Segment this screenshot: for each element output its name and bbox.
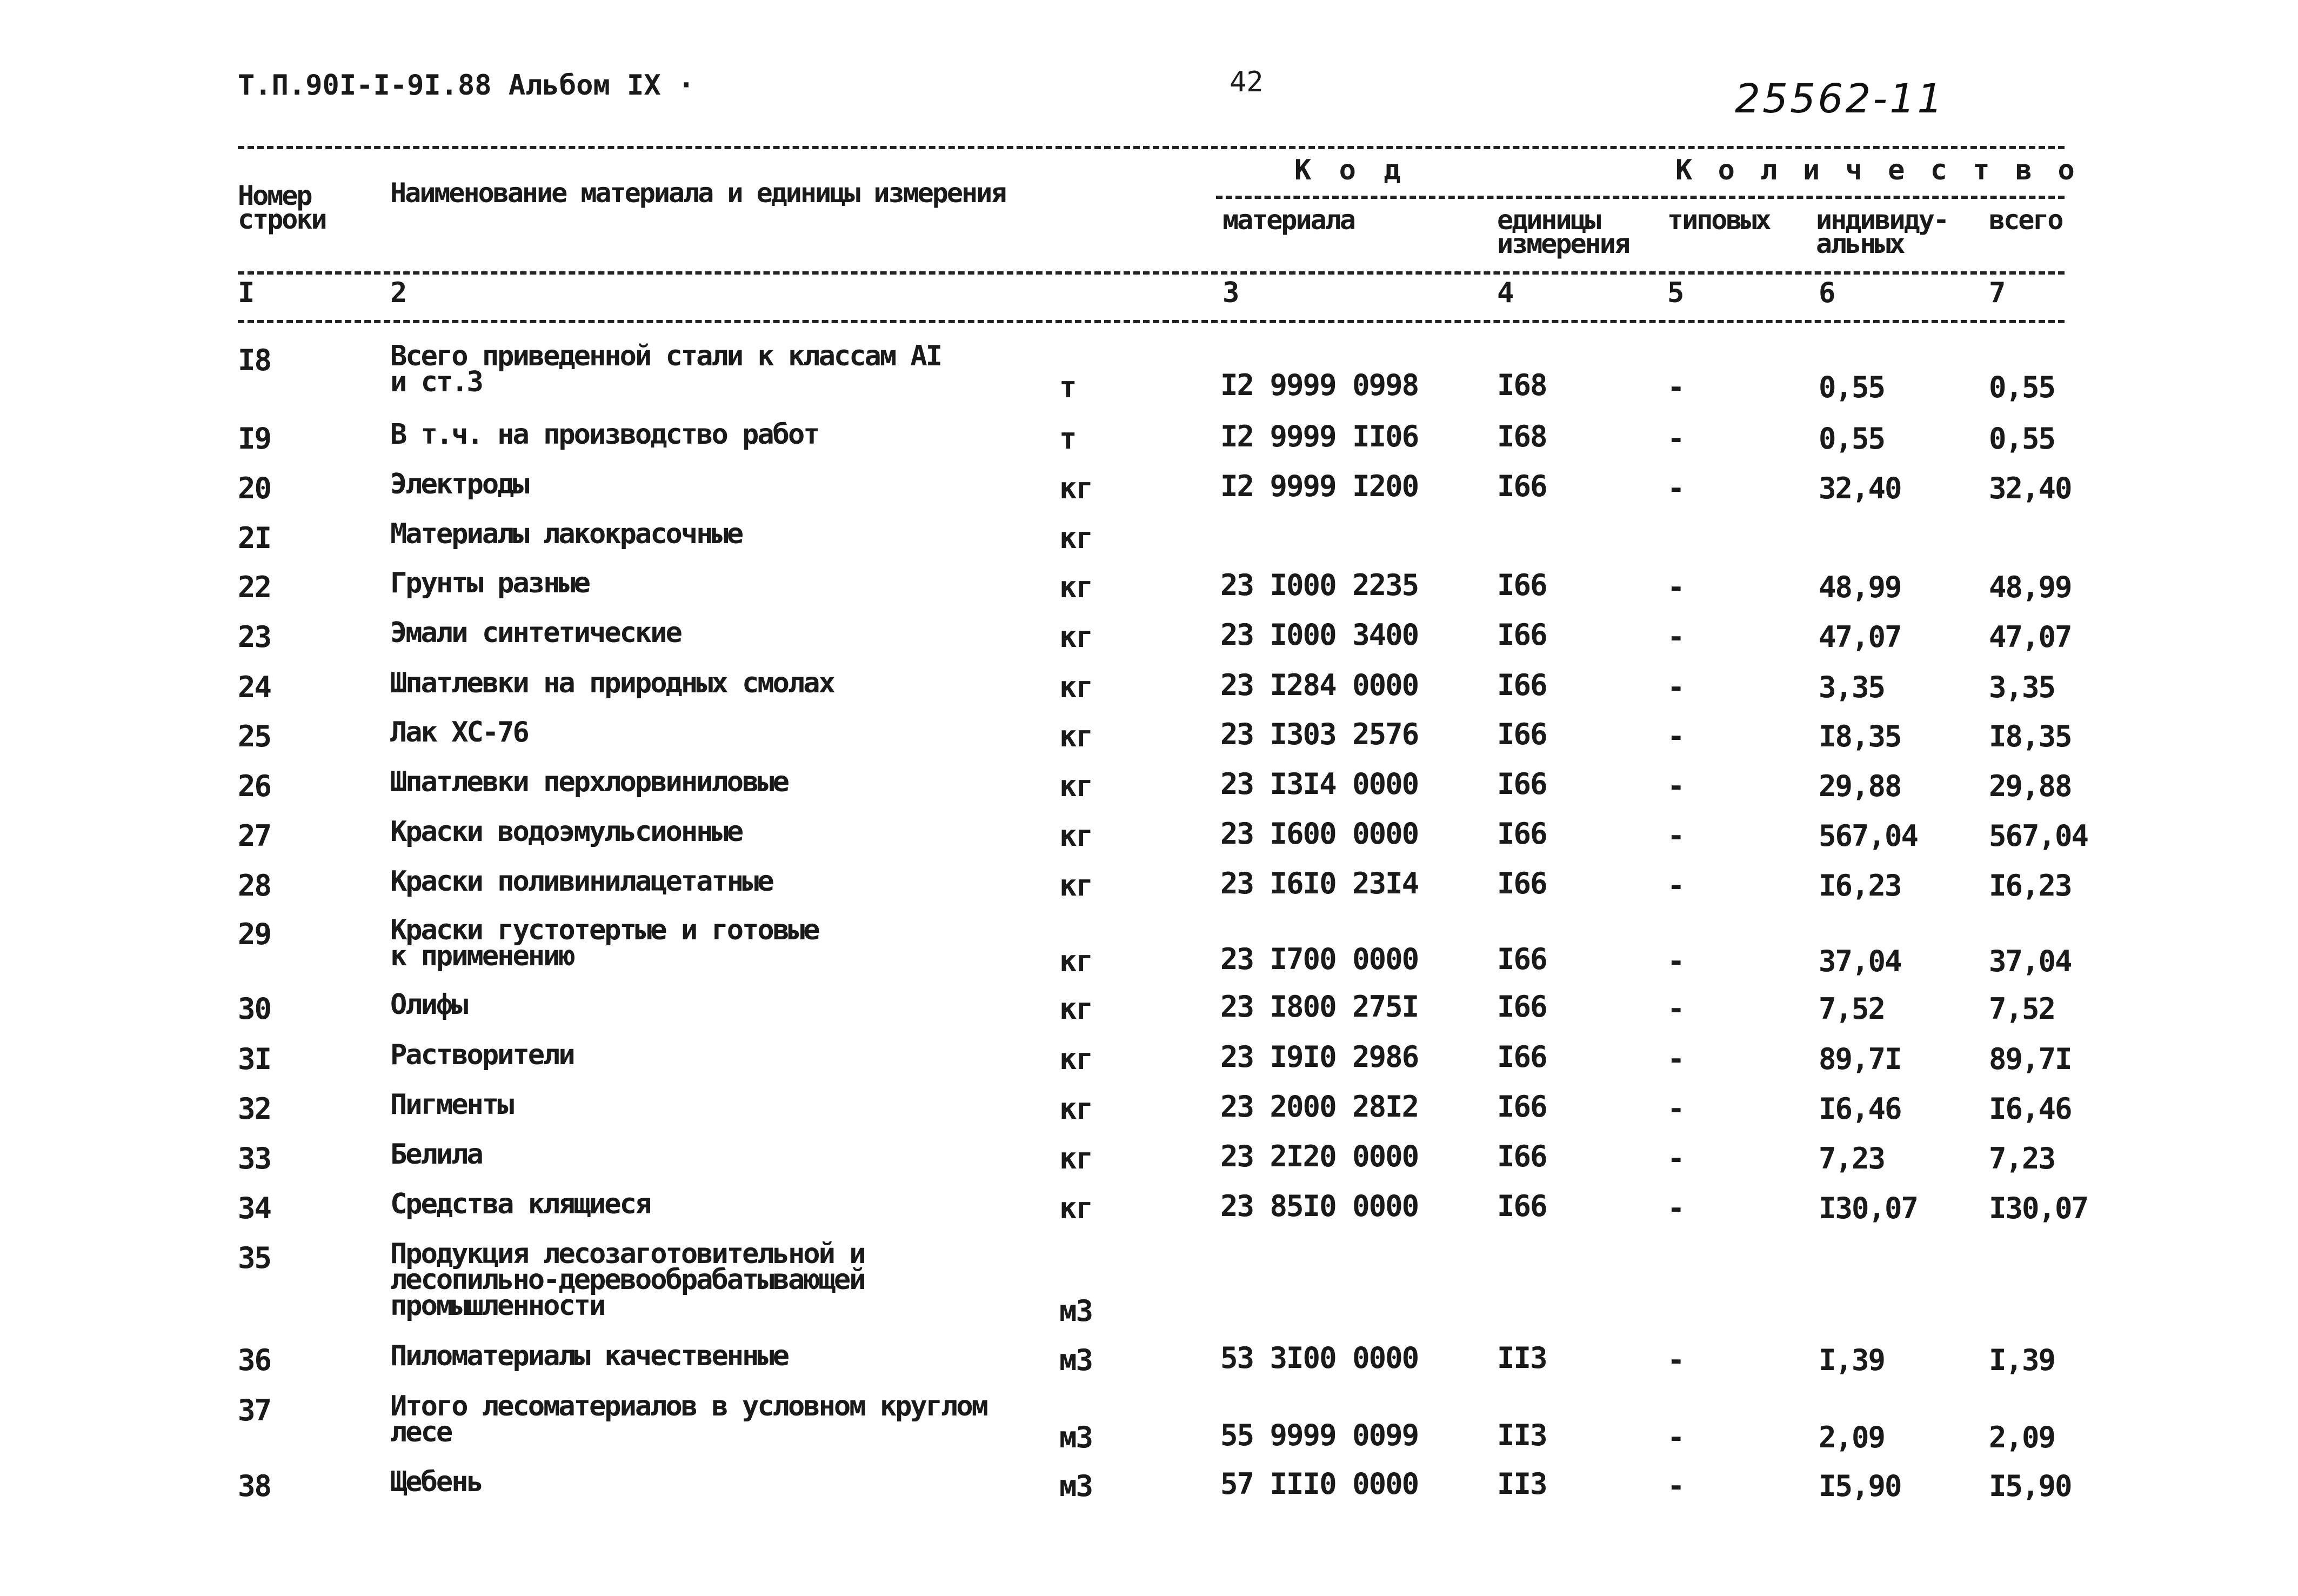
- row-number: 36: [238, 1343, 271, 1377]
- qty-individual: I6,23: [1819, 869, 1901, 903]
- material-code: 23 2I20 0000: [1220, 1139, 1419, 1173]
- row-number: 3I: [238, 1042, 271, 1076]
- qty-typical: -: [1667, 570, 1684, 604]
- material-name-line: и ст.3: [390, 366, 482, 398]
- material-name: [390, 1138, 482, 1171]
- qty-total: 47,07: [1989, 620, 2072, 654]
- unit-code: I66: [1497, 568, 1547, 602]
- unit-code: I66: [1497, 1189, 1547, 1223]
- material-name-line: лесопильно-деревообрабатывающей: [390, 1264, 865, 1296]
- qty-typical: -: [1667, 719, 1684, 753]
- header-top-rule: [238, 146, 2065, 149]
- qty-total: 89,7I: [1989, 1042, 2072, 1076]
- unit-of-measure: кг: [1059, 471, 1093, 505]
- qty-individual: I6,46: [1819, 1092, 1901, 1126]
- row-number: 37: [238, 1393, 271, 1427]
- qty-individual: 2,09: [1819, 1420, 1885, 1454]
- qty-total: 0,55: [1989, 370, 2055, 404]
- code-material-heading: материала: [1223, 204, 1354, 236]
- handwritten-number: 25562-11: [1735, 76, 1945, 122]
- qty-total: 7,23: [1989, 1141, 2055, 1176]
- qty-individual: 0,55: [1819, 370, 1885, 404]
- material-name: [390, 865, 773, 898]
- material-code: 23 I284 0000: [1220, 668, 1419, 702]
- unit-of-measure: кг: [1059, 992, 1093, 1026]
- unit-of-measure: м3: [1059, 1294, 1093, 1328]
- qty-individual: 567,04: [1819, 819, 1918, 853]
- qty-typical: -: [1667, 819, 1684, 853]
- material-code: 23 85I0 0000: [1220, 1189, 1419, 1223]
- unit-of-measure: кг: [1059, 620, 1093, 654]
- unit-of-measure: кг: [1059, 719, 1093, 753]
- row-number: 38: [238, 1469, 271, 1503]
- unit-of-measure: т: [1059, 422, 1076, 456]
- material-name: [390, 766, 788, 798]
- unit-of-measure: кг: [1059, 1042, 1093, 1076]
- qty-individual: 7,52: [1819, 992, 1885, 1026]
- unit-code: I66: [1497, 1139, 1547, 1173]
- material-name-line: к применению: [390, 940, 574, 972]
- column-numbers-rule: [238, 320, 2065, 323]
- row-number: 22: [238, 570, 271, 604]
- material-name: [390, 617, 681, 649]
- material-name: [390, 340, 941, 398]
- qty-individual: I5,90: [1819, 1469, 1901, 1503]
- qty-typical: -: [1667, 1343, 1684, 1377]
- row-number: 25: [238, 719, 271, 753]
- qty-total: 567,04: [1989, 819, 2088, 853]
- qty-typical: -: [1667, 1141, 1684, 1176]
- qty-typical: -: [1667, 471, 1684, 505]
- qty-total: I30,07: [1989, 1191, 2088, 1225]
- material-name-line: лесе: [390, 1416, 452, 1448]
- qty-typical: -: [1667, 1420, 1684, 1454]
- qty-total: 7,52: [1989, 992, 2055, 1026]
- quantity-group-heading: К о л и ч е с т в о: [1675, 154, 2079, 186]
- unit-of-measure: кг: [1059, 670, 1093, 704]
- unit-of-measure: м3: [1059, 1469, 1093, 1503]
- row-number: 24: [238, 670, 271, 704]
- qty-individual: 47,07: [1819, 620, 1901, 654]
- unit-code: I66: [1497, 767, 1547, 801]
- row-number: 29: [238, 917, 271, 951]
- material-code: 57 III0 0000: [1220, 1467, 1419, 1501]
- material-name-line: Шпатлевки на природных смолах: [390, 667, 834, 699]
- material-name: [390, 1390, 987, 1448]
- unit-code: I68: [1497, 368, 1547, 402]
- unit-of-measure: кг: [1059, 1092, 1093, 1126]
- qty-total: 2,09: [1989, 1420, 2055, 1454]
- material-name-line: Пигменты: [390, 1089, 513, 1121]
- qty-typical: -: [1667, 670, 1684, 704]
- material-name: [390, 816, 743, 848]
- qty-individual: I8,35: [1819, 719, 1901, 753]
- material-code: 23 I3I4 0000: [1220, 767, 1419, 801]
- qty-typical: -: [1667, 769, 1684, 803]
- material-code: 23 I6I0 23I4: [1220, 866, 1419, 900]
- qty-typical: -: [1667, 944, 1684, 978]
- qty-typical: -: [1667, 869, 1684, 903]
- qty-individual: 48,99: [1819, 570, 1901, 604]
- material-name: [390, 468, 528, 500]
- unit-code: I66: [1497, 668, 1547, 702]
- name-heading: Наименование материала и единицы измерения: [390, 177, 1006, 209]
- qty-total: 0,55: [1989, 422, 2055, 456]
- unit-code: I66: [1497, 618, 1547, 652]
- qty-total: 29,88: [1989, 769, 2072, 803]
- qty-individual: 37,04: [1819, 944, 1901, 978]
- material-name: [390, 1238, 865, 1322]
- material-name: [390, 518, 743, 550]
- unit-of-measure: кг: [1059, 1191, 1093, 1225]
- qty-individual: 0,55: [1819, 422, 1885, 456]
- row-number: 26: [238, 769, 271, 803]
- material-name: [390, 914, 819, 972]
- row-number: 23: [238, 620, 271, 654]
- unit-of-measure: т: [1059, 370, 1076, 404]
- row-number: 33: [238, 1141, 271, 1176]
- col-number-6: 6: [1819, 277, 1836, 309]
- row-number: 35: [238, 1241, 271, 1275]
- unit-code: I66: [1497, 469, 1547, 503]
- page-number: 42: [1230, 66, 1264, 98]
- material-code: 23 I800 275I: [1220, 990, 1419, 1024]
- material-name-line: Итого лесоматериалов в условном круглом: [390, 1390, 987, 1423]
- material-name-line: промышленности: [390, 1290, 605, 1322]
- unit-of-measure: кг: [1059, 944, 1093, 978]
- row-number: 34: [238, 1191, 271, 1225]
- qty-typical: -: [1667, 620, 1684, 654]
- qty-typical: -: [1667, 992, 1684, 1026]
- code-group-heading: К о д: [1294, 154, 1406, 186]
- material-name-line: Средства клящиеся: [390, 1188, 651, 1220]
- qty-typical: -: [1667, 1042, 1684, 1076]
- material-name: [390, 989, 467, 1021]
- qty-individual: 29,88: [1819, 769, 1901, 803]
- material-name-line: Олифы: [390, 989, 467, 1021]
- qty-total: I6,46: [1989, 1092, 2072, 1126]
- unit-of-measure: кг: [1059, 570, 1093, 604]
- unit-code: I66: [1497, 817, 1547, 851]
- material-name-line: Щебень: [390, 1466, 482, 1498]
- material-name-line: Лак ХС-76: [390, 716, 528, 749]
- unit-code: I66: [1497, 1090, 1547, 1124]
- unit-of-measure: кг: [1059, 769, 1093, 803]
- material-name-line: Продукция лесозаготовительной и: [390, 1238, 865, 1270]
- row-number: I9: [238, 422, 271, 456]
- material-name: [390, 1089, 513, 1121]
- col-number-5: 5: [1667, 277, 1685, 309]
- material-name: [390, 1466, 482, 1498]
- unit-of-measure: кг: [1059, 819, 1093, 853]
- unit-code: I66: [1497, 1040, 1547, 1074]
- code-unit-heading: единицы измерения: [1497, 204, 1629, 259]
- material-code: 23 I9I0 2986: [1220, 1040, 1419, 1074]
- row-number: 32: [238, 1092, 271, 1126]
- material-name-line: Краски густотертые и готовые: [390, 914, 819, 946]
- qty-individual-heading: индивиду- альных: [1816, 204, 1948, 259]
- material-name-line: Краски водоэмульсионные: [390, 816, 743, 848]
- row-number-heading: Номер строки: [238, 180, 326, 235]
- material-name-line: Материалы лакокрасочные: [390, 518, 743, 550]
- material-name: [390, 1188, 651, 1220]
- qty-total-heading: всего: [1989, 204, 2062, 236]
- unit-of-measure: кг: [1059, 869, 1093, 903]
- col-number-1: I: [238, 277, 255, 309]
- material-code: I2 9999 0998: [1220, 368, 1419, 402]
- material-code: 23 I303 2576: [1220, 717, 1419, 751]
- qty-typical: -: [1667, 1469, 1684, 1503]
- qty-total: 48,99: [1989, 570, 2072, 604]
- material-name-line: Эмали синтетические: [390, 617, 681, 649]
- material-name-line: Всего приведенной стали к классам АI: [390, 340, 941, 372]
- material-code: 23 2000 28I2: [1220, 1090, 1419, 1124]
- material-name-line: В т.ч. на производство работ: [390, 418, 819, 451]
- col-number-3: 3: [1223, 277, 1240, 309]
- qty-typical-heading: типовых: [1667, 204, 1770, 236]
- row-number: 30: [238, 992, 271, 1026]
- unit-code: I66: [1497, 717, 1547, 751]
- material-name: [390, 1039, 574, 1071]
- qty-individual: 3,35: [1819, 670, 1885, 704]
- unit-of-measure: м3: [1059, 1420, 1093, 1454]
- unit-code: II3: [1497, 1467, 1547, 1501]
- row-number: 27: [238, 819, 271, 853]
- qty-total: I,39: [1989, 1343, 2055, 1377]
- material-name: [390, 716, 528, 749]
- material-code: 55 9999 0099: [1220, 1418, 1419, 1452]
- material-name-line: Шпатлевки перхлорвиниловые: [390, 766, 788, 798]
- unit-code: I66: [1497, 990, 1547, 1024]
- material-name-line: Растворители: [390, 1039, 574, 1071]
- row-number: 20: [238, 471, 271, 505]
- unit-code: I68: [1497, 419, 1547, 453]
- header-bottom-rule: [238, 271, 2065, 275]
- material-name-line: Белила: [390, 1138, 482, 1171]
- unit-of-measure: м3: [1059, 1343, 1093, 1377]
- col-number-4: 4: [1497, 277, 1514, 309]
- unit-of-measure: кг: [1059, 1141, 1093, 1176]
- qty-typical: -: [1667, 1191, 1684, 1225]
- row-number: I8: [238, 343, 271, 377]
- qty-typical: -: [1667, 370, 1684, 404]
- material-code: 23 I000 3400: [1220, 618, 1419, 652]
- unit-code: II3: [1497, 1418, 1547, 1452]
- col-number-7: 7: [1989, 277, 2006, 309]
- unit-code: II3: [1497, 1341, 1547, 1375]
- row-number: 2I: [238, 521, 271, 555]
- qty-individual: 7,23: [1819, 1141, 1885, 1176]
- unit-code: I66: [1497, 942, 1547, 976]
- qty-typical: -: [1667, 1092, 1684, 1126]
- material-name: [390, 418, 819, 451]
- material-code: 23 I600 0000: [1220, 817, 1419, 851]
- qty-individual: I,39: [1819, 1343, 1885, 1377]
- qty-individual: 89,7I: [1819, 1042, 1901, 1076]
- qty-total: 32,40: [1989, 471, 2072, 505]
- qty-total: I6,23: [1989, 869, 2072, 903]
- col-number-2: 2: [390, 277, 408, 309]
- material-name: [390, 667, 834, 699]
- qty-total: 37,04: [1989, 944, 2072, 978]
- material-name-line: Краски поливинилацетатные: [390, 865, 773, 898]
- row-number: 28: [238, 869, 271, 903]
- unit-of-measure: кг: [1059, 521, 1093, 555]
- material-code: 23 I700 0000: [1220, 942, 1419, 976]
- material-name-line: Электроды: [390, 468, 528, 500]
- material-code: 53 3I00 0000: [1220, 1341, 1419, 1375]
- document-title: Т.П.90I-I-9I.88 Альбом IX ·: [238, 69, 695, 102]
- material-name-line: Пиломатериалы качественные: [390, 1340, 788, 1372]
- qty-total: 3,35: [1989, 670, 2055, 704]
- material-code: 23 I000 2235: [1220, 568, 1419, 602]
- material-code: I2 9999 II06: [1220, 419, 1419, 453]
- header-mid-rule: [1216, 196, 2065, 199]
- material-name: [390, 1340, 788, 1372]
- material-name-line: Грунты разные: [390, 567, 589, 599]
- unit-code: I66: [1497, 866, 1547, 900]
- qty-individual: 32,40: [1819, 471, 1901, 505]
- material-code: I2 9999 I200: [1220, 469, 1419, 503]
- qty-total: I8,35: [1989, 719, 2072, 753]
- material-name: [390, 567, 589, 599]
- qty-typical: -: [1667, 422, 1684, 456]
- qty-individual: I30,07: [1819, 1191, 1918, 1225]
- qty-total: I5,90: [1989, 1469, 2072, 1503]
